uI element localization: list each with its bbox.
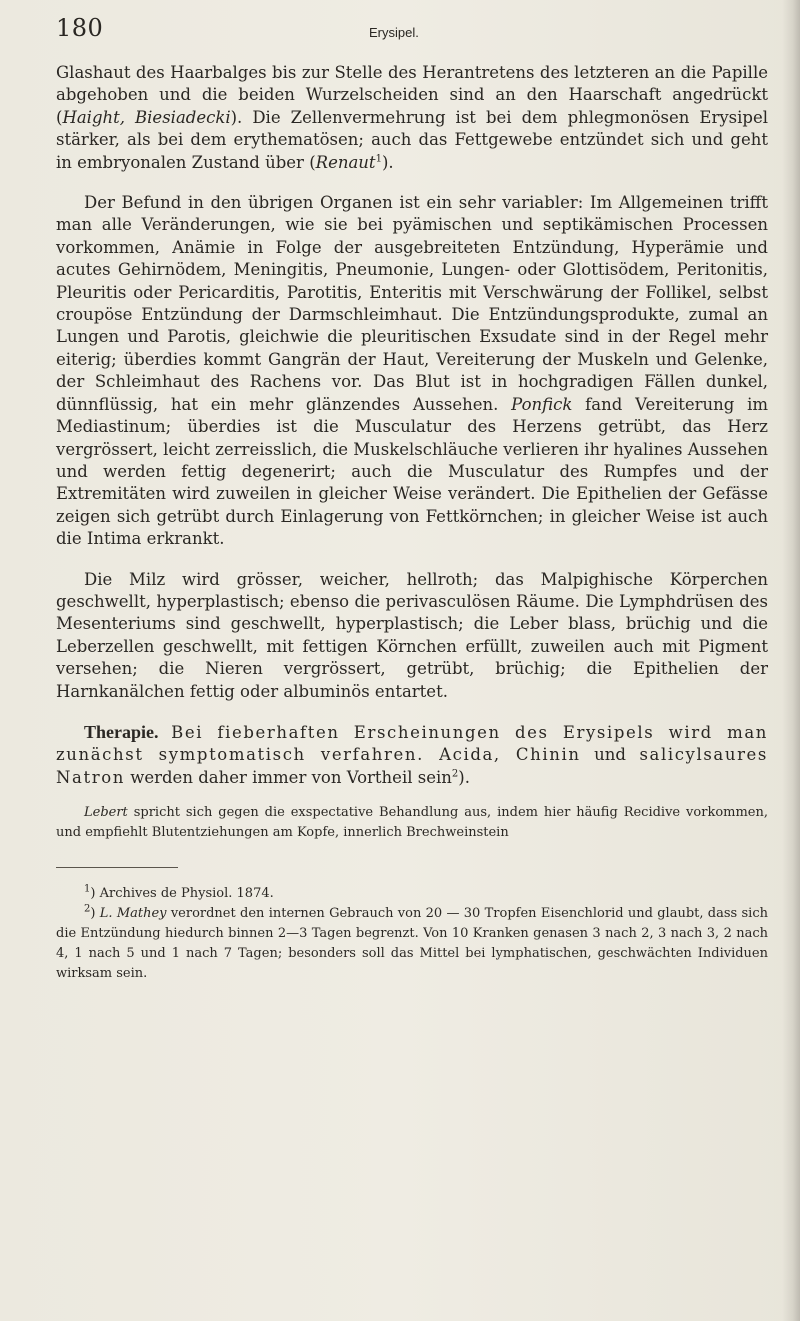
paragraph-therapie [56,721,768,789]
section-heading-therapie: Therapie. [84,721,159,742]
footnote-divider [56,867,178,868]
paragraph-1-text: ). [381,152,394,172]
citation-lebert: Lebert [84,805,128,821]
therapie-text: werden daher immer von Vortheil sein [124,767,452,787]
paragraph-1 [56,62,768,174]
paragraph-2-text: Der Befund in den übrigen Organen ist ein sehr variabler: Im Allgemeinen trifft man alle Veränderungen, wie sie bei pyämischen und septikämischen Processen vorkommen, Anämie in Folge der ausgebreiteten Entzündung, Hyperämie und acutes Gehirnödem, Meningitis, Pneumonie, Lungen- oder Glottisödem, Peritonitis, Pleuritis oder Pericarditis, Parotitis, Enteritis mit Verschwärung der Follikel, selbst croupöse Entzündung der Darmschleimhaut. Die Entzündungsprodukte, zumal an Lungen und Parotis, gleichwie die pleuritischen Exsudate sind in der Regel mehr eiterig; überdies kommt Gangrän der Haut, Vereiterung der Muskeln und Gelenke, der Schleimhaut des Rachens vor. Das Blut ist in hochgradigen Fällen dunkel, dünnflüssig, hat ein mehr glänzendes Aussehen. [56,193,768,414]
paragraph-lebert [56,803,768,843]
paragraph-1-text: Glashaut des Haarbalges bis zur Stelle des Herantretens des letzteren an die Papille abgehoben und die beiden Wurzelscheiden sind an den Haarschaft angedrückt ( [56,63,768,127]
citation-ponfick: Ponfick [511,394,573,414]
running-head: Erysipel. [369,25,419,40]
footnote-ref-1: 1 [375,153,382,165]
therapie-text: und [580,745,640,765]
body-text [56,62,768,984]
footnote-marker: 2 [84,903,91,915]
citation-haight-biesiadecki: Haight, Biesiadecki [62,107,231,127]
paragraph-1-text: ). Die Zellenvermehrung ist bei dem phlegmonösen Erysipel stärker, als bei dem erythematösen; auch das Fettgewebe entzündet sich und geht in embryonalen Zustand über ( [56,107,768,172]
footnote-text: verordnet den internen Gebrauch von 20 — 30 Tropfen Eisenchlorid und glaubt, dass sich die Entzündung hiedurch binnen 2—3 Tagen begrenzt. Von 10 Kranken genasen 3 nach 2, 3 nach 3, 2 nach 4, 1 nach 5 und 1 nach 7 Tagen; besonders soll das Mittel bei lymphatischen, geschwächten Individuen wirksam sein. [56,906,768,982]
citation-renaut: Renaut [315,152,376,172]
citation-mathey: L. Mathey [99,906,167,922]
therapie-text-spaced: Bei fieberhaften Erscheinungen des Erysipels wird man zunächst symptomatisch verfahren. Acida, Chinin [56,722,769,765]
paragraph-2-text: fand Vereiterung im Mediastinum; überdies ist die Musculatur des Herzens getrübt, das Herz vergrössert, leicht zerreisslich, die Muskelschläuche verlieren ihr hyalines Aussehen und werden fettig degenerirt; auch die Musculatur des Rumpfes und der Extremitäten wird zuweilen in gleicher Weise verändert. Die Epithelien der Gefässe zeigen sich getrübt durch Einlagerung von Fettkörnchen; in gleicher Weise ist auch die Intima erkrankt. [56,394,768,549]
therapie-text: ). [458,767,470,787]
page-header [56,14,746,54]
footnote-1: $^1$) Archives de Physiol. 1874. [84,883,274,902]
footnote-text: Archives de Physiol. 1874. [99,886,274,902]
paragraph-2 [56,192,768,551]
page-number: 180 [56,14,104,42]
paragraph-lebert-text: spricht sich gegen die exspectative Behandlung aus, indem hier häufig Recidive vorkommen, und empfiehlt Blutentziehungen am Kopfe, innerlich Brechweinstein [56,805,768,841]
footnote-ref-2: 2 [451,768,459,780]
page-edge-shadow [782,0,800,1321]
therapie-text-spaced: salicylsaures Natron [56,745,768,787]
paragraph-3-text: Die Milz wird grösser, weicher, hellroth; das Malpighische Körperchen geschwellt, hyperplastisch; ebenso die perivasculösen Räume. Die Lymphdrüsen des Mesenteriums sind geschwellt, hyperplastisch; die Leber blass, brüchig und die Leberzellen geschwellt, mit fettigen Körnchen erfüllt, zuweilen auch mit Pigment versehen; die Nieren vergrössert, getrübt, brüchig; die Epithelien der Harnkanälchen fettig oder albuminös entartet. [56,569,768,701]
paragraph-3 [56,569,768,703]
footnote-marker: 1 [84,883,91,895]
footnote-2: $^2$) L. Mathey verordnet den internen Gebrauch von 20 — 30 Tropfen Eisenchlorid und glaubt, dass sich die Entzündung hiedurch binnen 2—3 Tagen begrenzt. Von 10 Kranken genasen 3 nach 2, 3 nach 3, 2 nach 4, 1 nach 5 und 1 nach 7 Tagen; besonders soll das Mittel bei lymphatischen, geschwächten Individuen wirksam sein. [56,903,768,982]
